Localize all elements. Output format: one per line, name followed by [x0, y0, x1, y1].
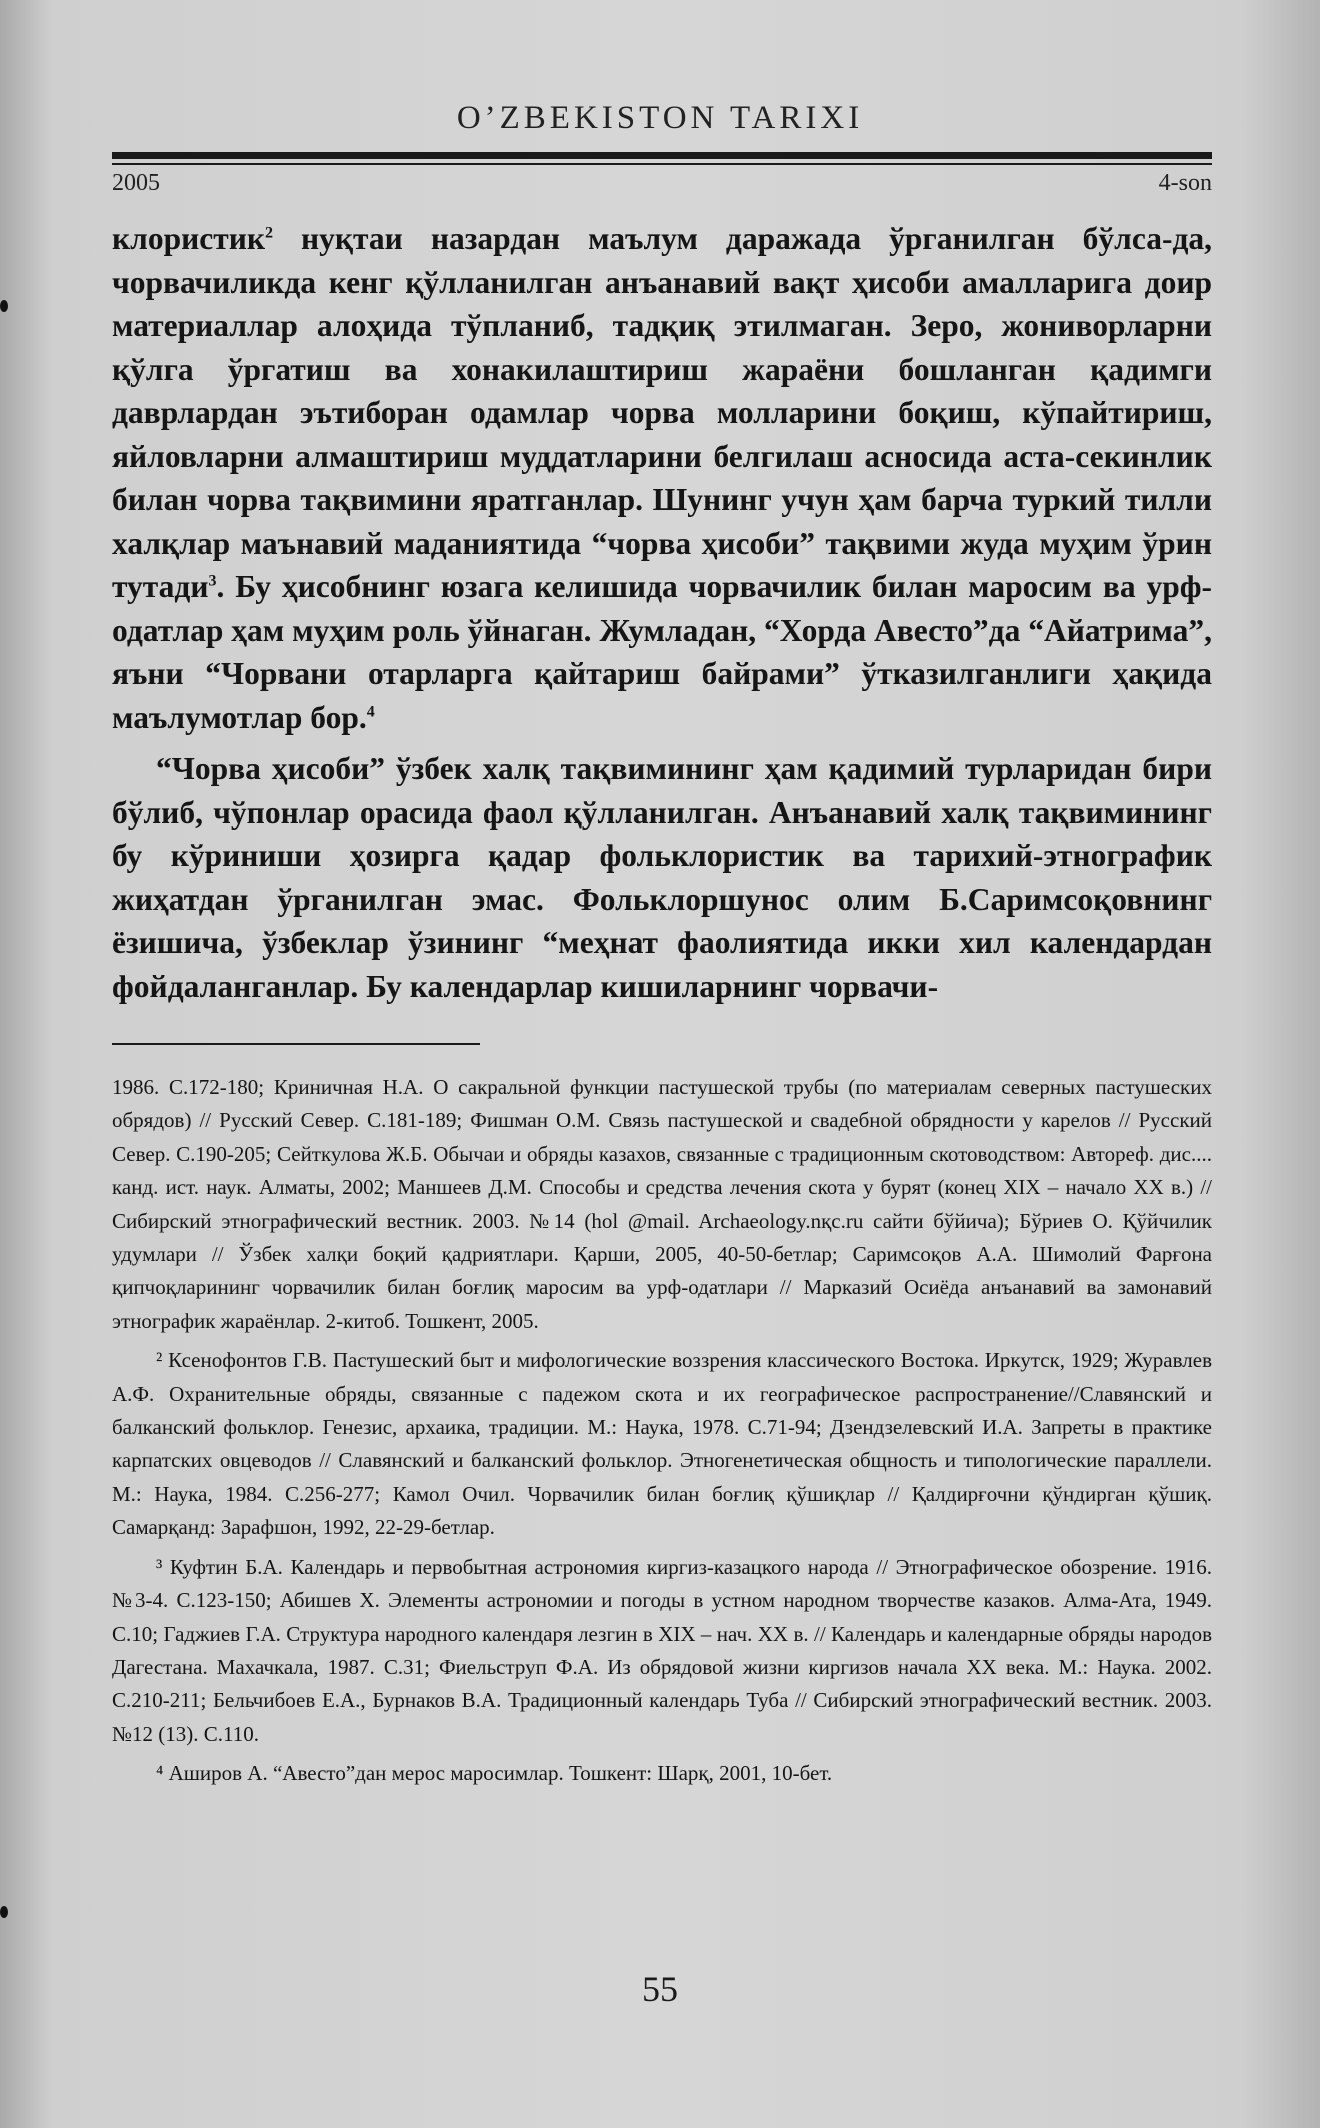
paragraph-1-part-3: . Бу ҳисобнинг юзага келишида чорвачилик билан маросим ва урф-одатлар ҳам муҳим роль ўйнаган. Жумладан, “Хорда Авесто”да “Айатрима”, яъни “Чорвани отарларга қайтариш байрами” ўтказилганлиги ҳақида маълумотлар бор.: [112, 569, 1212, 735]
page-number: 55: [642, 1969, 678, 2009]
footnotes: [112, 1071, 1212, 1797]
paragraph-2: “Чорва ҳисоби” ўзбек халқ тақвимининг ҳам қадимий турларидан бири бўлиб, чўпонлар орасида фаол қўлланилган. Анъанавий халқ тақвимининг бу кўриниши ҳозирга қадар фольклористик ва тарихий-этнографик жиҳатдан ўрганилган эмас. Фольклоршунос олим Б.Саримсоқовнинг ёзишича, ўзбеклар ўзининг “меҳнат фаолиятида икки хил календардан фойдаланганлар. Бу календарлар кишиларнинг чорвачи-: [112, 751, 1212, 1004]
scan-speck: [0, 1906, 8, 1918]
footnote-4: ⁴ Аширов А. “Авесто”дан мерос маросимлар. Тошкент: Шарқ, 2001, 10-бет.: [156, 1761, 833, 1786]
footnote-ref-4[interactable]: 4: [366, 703, 375, 720]
issue-number: 4-son: [1158, 170, 1212, 196]
footnote-2: ² Ксенофонтов Г.В. Пастушеский быт и мифологические воззрения классического Востока. Иркутск, 1929; Журавлев А.Ф. Охранительные обряды, связанные с падежом скота и их географическое распространение//Славянский и балканский фольклор. Генезис, архаика, традиции. М.: Наука, 1978. С.71-94; Дзендзелевский И.А. Запреты в практике карпатских овцеводов // Славянский и балканский фольклор. Этногенетическая общность и типологические параллели. М.: Наука, 1984. С.256-277; Камол Очил. Чорвачилик билан боғлиқ қўшиқлар // Қалдирғочни қўндирган қўшиқ. Самарқанд: Зарафшон, 1992, 22-29-бетлар.: [112, 1348, 1212, 1540]
header-rule-thin: [112, 163, 1212, 165]
header-rule-thick: [112, 152, 1212, 159]
issue-year: 2005: [112, 170, 160, 196]
footnote-separator: [112, 1043, 480, 1045]
journal-title: O’ZBEKISTON TARIXI: [456, 100, 864, 136]
paragraph-1: [112, 217, 1212, 739]
scan-speck: [0, 300, 8, 312]
footnote-ref-2[interactable]: 2: [265, 224, 273, 242]
footnote-1-continued: 1986. С.172-180; Криничная Н.А. О сакральной функции пастушеской трубы (по материалам северных пастушеских обрядов) // Русский Север. С.181-189; Фишман О.М. Связь пастушеской и свадебной обрядности у карелов // Русский Север. С.190-205; Сейткулова Ж.Б. Обычаи и обряды казахов, связанные с традиционным скотоводством: Автореф. дис.... канд. ист. наук. Алматы, 2002; Маншеев Д.М. Способы и средства лечения скота у бурят (конец XIX – начало XX в.) // Сибирский этнографический вестник. 2003. №14 (hol @mail. Archaeology.nқc.ru сайти бўйича); Бўриев О. Қўйчилик удумлари // Ўзбек халқи боқий қадриятлари. Қарши, 2005, 40-50-бетлар; Саримсоқов А.А. Шимолий Фарғона қипчоқларининг чорвачилик билан боғлиқ маросим ва урф-одатлари // Марказий Осиёда анъанавий ва замонавий этнографик жараёнлар. 2-китоб. Тошкент, 2005.: [112, 1075, 1212, 1333]
paragraph-1-part-1: клористик: [112, 221, 265, 256]
paragraph-1-part-2: нуқтаи назардан маълум даражада ўрганилган бўлса-да, чорвачиликда кенг қўлланилган анъанавий вақт ҳисоби амалларига доир материаллар алоҳида тўпланиб, тадқиқ этилмаган. Зеро, жониворларни қўлга ўргатиш ва хонакилаштириш жараёни бошланган қадимги даврлардан эътиборан одамлар чорва молларини боқиш, кўпайтириш, яйловларни алмаштириш муддатларини белгилаш асносида аста-секинлик билан чорва тақвимини яратганлар. Шунинг учун ҳам барча туркий тилли халқлар маънавий маданиятида “чорва ҳисоби” тақвими жуда муҳим ўрин тутади: [112, 221, 1212, 604]
footnote-ref-3[interactable]: 3: [208, 572, 217, 590]
footnote-3: ³ Куфтин Б.А. Календарь и первобытная астрономия киргиз-казацкого народа // Этнографическое обозрение. 1916. №3-4. С.123-150; Абишев Х. Элементы астрономии и погоды в устном народном творчестве казаков. Алма-Ата, 1949. С.10; Гаджиев Г.А. Структура народного календаря лезгин в XIX – нач. XX в. // Календарь и календарные обряды народов Дагестана. Махачкала, 1987. С.31; Фиельструп Ф.А. Из обрядовой жизни киргизов начала XX века. М.: Наука. 2002. С.210-211; Бельчибоев Е.А., Бурнаков В.А. Традиционный календарь Туба // Сибирский этнографический вестник. 2003. №12 (13). С.110.: [112, 1554, 1212, 1746]
main-text: [112, 217, 1212, 1008]
